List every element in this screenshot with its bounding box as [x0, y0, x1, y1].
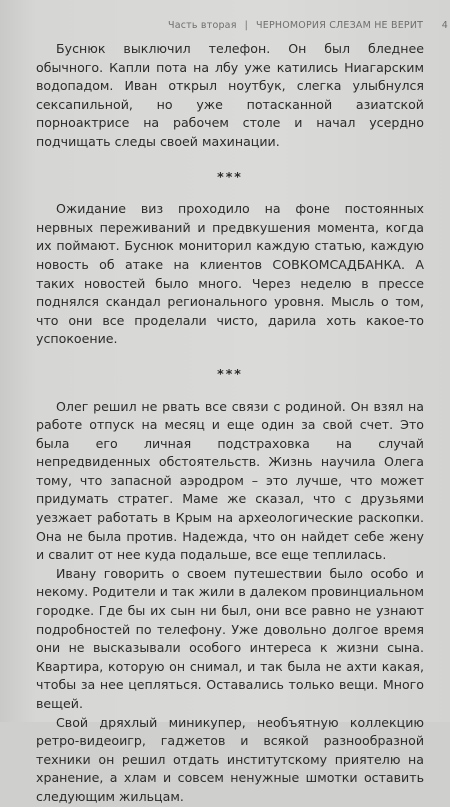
paragraph: Олег решил не рвать все связи с родиной. Он взял на работе отпуск на месяц и еще один за свой счет. Это была его личная подстраховка на случай непредвиденных обстоятельств. Жизнь научила Олега тому, что запасной аэродром – это лучше, что может придумать стратег. Маме же сказал, что с друзьями уезжает работать в Крым на археологические раскопки. Она не была против. Надежда, что он найдет себе жену и свалит от нее куда подальше, все еще теплилась.	[36, 398, 424, 563]
paragraph: Свой дряхлый миникупер, необъятную коллекцию ретро-видеоигр, гаджетов и всякой разнообразной техники он решил отдать институтскому приятелю на хранение, а хлам и совсем ненужные шмотки оставить следующим жильцам.	[36, 714, 424, 804]
paragraph: Ожидание виз проходило на фоне постоянных нервных переживаний и предвкушения момента, когда их поймают. Буснюк мониторил каждую статью, каждую новость об атаке на клиентов СОВКОМСАДБАНКА. А таких новостей было много. Через неделю в прессе поднялся скандал регионального уровня. Мысль о том, что они все проделали чисто, дарила хоть какое-то успокоение.	[36, 201, 424, 347]
body-text	[36, 40, 424, 807]
section-break: ***	[217, 365, 243, 381]
paragraph: Ивану говорить о своем путешествии было особо и некому. Родители и так жили в далеком провинциальном городке. Где бы их сын ни был, они все равно не узнают подробностей по телефону. Уже довольно долгое время они не высказывали особого интереса к жизни сына. Квартира, которую он снимал, и так была не ахти какая, чтобы за нее цепляться. Оставались только вещи. Много вещей.	[36, 565, 425, 711]
running-header	[168, 20, 450, 34]
header-title: ЧЕРНОМОРИЯ СЛЕЗАМ НЕ ВЕРИТ	[256, 20, 424, 31]
header-separator: |	[244, 20, 249, 31]
paragraph: Буснюк выключил телефон. Он был бледнее обычного. Капли пота на лбу уже катились Ниагарским водопадом. Иван открыл ноутбук, слегка улыбнулся сексапильной, но уже потасканной азиатской порноактрисе на рабочем столе и начал усердно подчищать следы своей махинации.	[36, 41, 424, 149]
header-section: Часть вторая	[168, 20, 237, 31]
section-break: ***	[217, 168, 243, 184]
page-number: 4	[441, 20, 448, 31]
